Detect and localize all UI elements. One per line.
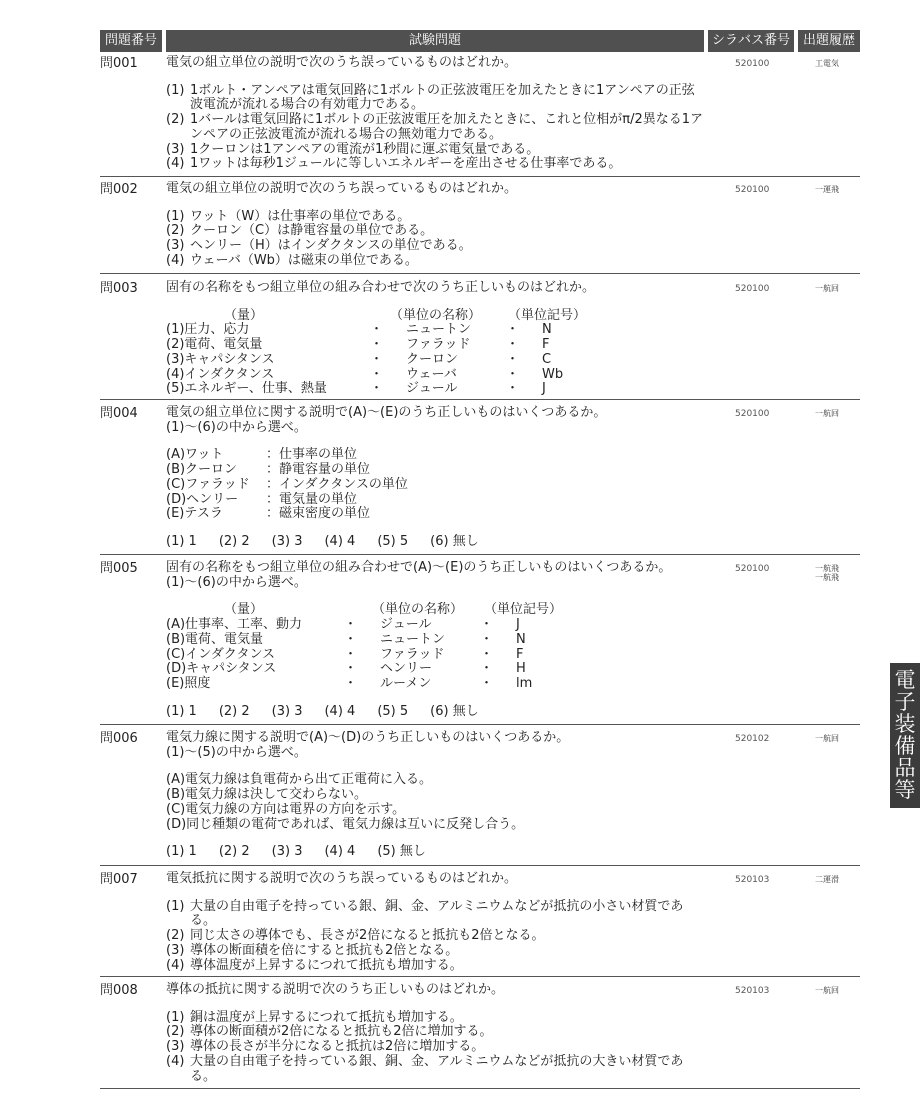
exam-history: 一航回	[815, 986, 839, 995]
question-stem: 電気力線に関する説明で(A)～(D)のうち正しいものはいくつあるか。	[166, 730, 570, 745]
syllabus-number: 520100	[735, 59, 770, 69]
statement-item: (A)ワット ：仕事率の単位	[166, 447, 358, 463]
table-header-row: （量） （単位の名称） （単位記号）	[224, 307, 587, 323]
table-header-row: （量） （単位の名称） （単位記号）	[224, 602, 563, 618]
table-row: (1)圧力、応力 ・ ニュートン ・ N	[166, 322, 552, 338]
header-history: 出題履歴	[798, 30, 860, 52]
question-body	[166, 872, 706, 973]
option: (1) 銅は温度が上昇するにつれて抵抗も増加する。	[166, 1009, 463, 1025]
syllabus-number: 520103	[735, 875, 770, 885]
exam-history: 一運飛	[815, 185, 839, 194]
header-exam-question: 試験問題	[166, 30, 704, 52]
question-body	[166, 406, 706, 550]
question-number: 問001	[100, 56, 138, 71]
statement-item: (D)ヘンリー ：電気量の単位	[166, 491, 358, 507]
table-row: (2)電荷、電気量 ・ ファラッド ・ F	[166, 337, 550, 353]
option: (2) 同じ太さの導体でも、長さが2倍になると抵抗も2倍となる。	[166, 928, 545, 944]
question-block	[100, 182, 860, 274]
syllabus-number: 520100	[735, 409, 770, 419]
answer-choices: (1) 1 (2) 2 (3) 3 (4) 4 (5) 無し	[166, 844, 426, 860]
answer-choices: (1) 1 (2) 2 (3) 3 (4) 4 (5) 5 (6) 無し	[166, 703, 479, 719]
question-block	[100, 983, 860, 1089]
option: (2) 導体の断面積が2倍になると抵抗も2倍に増加する。	[166, 1024, 493, 1040]
question-body	[166, 731, 706, 860]
exam-history: 工電気	[815, 59, 839, 68]
option: (3) 導体の長さが半分になると抵抗は2倍に増加する。	[166, 1039, 485, 1055]
question-stem: 固有の名称をもつ組立単位の組み合わせで次のうち正しいものはどれか。	[166, 280, 596, 295]
option: (2) クーロン（C）は静電容量の単位である。	[166, 223, 434, 239]
question-block	[100, 731, 860, 866]
syllabus-number: 520100	[735, 185, 770, 195]
question-number: 問003	[100, 281, 138, 296]
header-syllabus-number: シラバス番号	[708, 30, 794, 52]
table-header	[100, 30, 860, 52]
table-row: (A)仕事率、工率、動力 ・ ジュール ・ J	[166, 617, 520, 633]
syllabus-number: 520100	[735, 284, 770, 294]
table-row: (5)エネルギー、仕事、熱量 ・ ジュール ・ J	[166, 381, 546, 397]
exam-history: 一航回	[815, 734, 839, 743]
table-row: (B)電荷、電気量 ・ ニュートン ・ N	[166, 631, 526, 647]
question-instruction: (1)～(5)の中から選べ。	[166, 744, 307, 760]
option: (1) 大量の自由電子を持っている銀、銅、金、アルミニウムなどが抵抗の小さい材質である。	[166, 898, 684, 929]
question-block	[100, 406, 860, 555]
header-question-number: 問題番号	[100, 30, 162, 52]
option: (1) ワット（W）は仕事率の単位である。	[166, 208, 411, 224]
exam-history: 二運滑	[815, 875, 839, 884]
question-block	[100, 872, 860, 977]
question-stem: 電気の組立単位の説明で次のうち誤っているものはどれか。	[166, 181, 518, 196]
question-block	[100, 281, 860, 400]
table-row: (3)キャパシタンス ・ クーロン ・ C	[166, 351, 552, 367]
syllabus-number: 520100	[735, 564, 770, 574]
table-row: (D)キャパシタンス ・ ヘンリー ・ H	[166, 661, 526, 677]
statement-item: (D)同じ種類の電荷であれば、電気力線は互いに反発し合う。	[166, 816, 525, 832]
option: (4) 導体温度が上昇するにつれて抵抗も増加する。	[166, 957, 463, 973]
statement-item: (B)電気力線は決して交わらない。	[166, 787, 368, 803]
statement-item: (C)ファラッド ：インダクタンスの単位	[166, 476, 408, 492]
exam-history: 一航回	[815, 409, 839, 418]
question-number: 問008	[100, 983, 138, 998]
option: (1) 1ボルト・アンペアは電気回路に1ボルトの正弦波電圧を加えたときに1アンペアの正弦波電流が流れる場合の有効電力である。	[166, 82, 695, 113]
option: (4) 大量の自由電子を持っている銀、銅、金、アルミニウムなどが抵抗の大きい材質である。	[166, 1053, 684, 1084]
question-number: 問002	[100, 182, 138, 197]
exam-history: 一航回	[815, 284, 839, 293]
answer-choices: (1) 1 (2) 2 (3) 3 (4) 4 (5) 5 (6) 無し	[166, 533, 479, 549]
question-stem: 導体の抵抗に関する説明で次のうち正しいものはどれか。	[166, 982, 505, 997]
statement-item: (C)電気力線の方向は電界の方向を示す。	[166, 801, 406, 817]
exam-history: 一航飛 一航飛	[815, 564, 839, 582]
table-row: (C)インダクタンス ・ ファラッド ・ F	[166, 646, 524, 662]
question-stem: 固有の名称をもつ組立単位の組み合わせで(A)～(E)のうち正しいものはいくつあるか。	[166, 560, 672, 575]
question-body	[166, 983, 706, 1084]
option: (3) 1クーロンは1アンペアの電流が1秒間に運ぶ電気量である。	[166, 141, 540, 157]
option: (4) ウェーバ（Wb）は磁束の単位である。	[166, 252, 418, 268]
syllabus-number: 520102	[735, 734, 770, 744]
table-row: (4)インダクタンス ・ ウェーバ ・ Wb	[166, 366, 564, 382]
question-stem: 電気抵抗に関する説明で次のうち誤っているものはどれか。	[166, 871, 518, 886]
option: (3) ヘンリー（H）はインダクタンスの単位である。	[166, 238, 472, 254]
question-body	[166, 561, 706, 719]
question-number: 問005	[100, 561, 138, 576]
syllabus-number: 520103	[735, 986, 770, 996]
section-tab	[890, 663, 920, 808]
question-instruction: (1)～(6)の中から選べ。	[166, 419, 307, 435]
question-instruction: (1)～(6)の中から選べ。	[166, 574, 307, 590]
statement-item: (B)クーロン ：静電容量の単位	[166, 462, 371, 478]
question-stem: 電気の組立単位に関する説明で(A)～(E)のうち正しいものはいくつあるか。	[166, 405, 607, 420]
question-body	[166, 281, 706, 397]
option: (4) 1ワットは毎秒1ジュールに等しいエネルギーを産出させる仕事率である。	[166, 156, 622, 172]
question-number: 問007	[100, 872, 138, 887]
question-stem: 電気の組立単位の説明で次のうち誤っているものはどれか。	[166, 55, 518, 70]
question-block	[100, 56, 860, 177]
statement-item: (E)テスラ ：磁束密度の単位	[166, 506, 371, 522]
question-number: 問004	[100, 406, 138, 421]
option: (3) 導体の断面積を倍にすると抵抗も2倍となる。	[166, 942, 459, 958]
question-block	[100, 561, 860, 725]
option: (2) 1バールは電気回路に1ボルトの正弦波電圧を加えたときに、これと位相がπ/2異なる1アンペアの正弦波電流が流れる場合の無効電力である。	[166, 112, 704, 142]
statement-item: (A)電気力線は負電荷から出て正電荷に入る。	[166, 772, 433, 788]
table-row: (E)照度 ・ ルーメン ・ lm	[166, 675, 533, 691]
section-tab-label: 電子装備品等	[894, 668, 916, 802]
question-number: 問006	[100, 731, 138, 746]
question-body	[166, 56, 706, 172]
question-body	[166, 182, 706, 269]
